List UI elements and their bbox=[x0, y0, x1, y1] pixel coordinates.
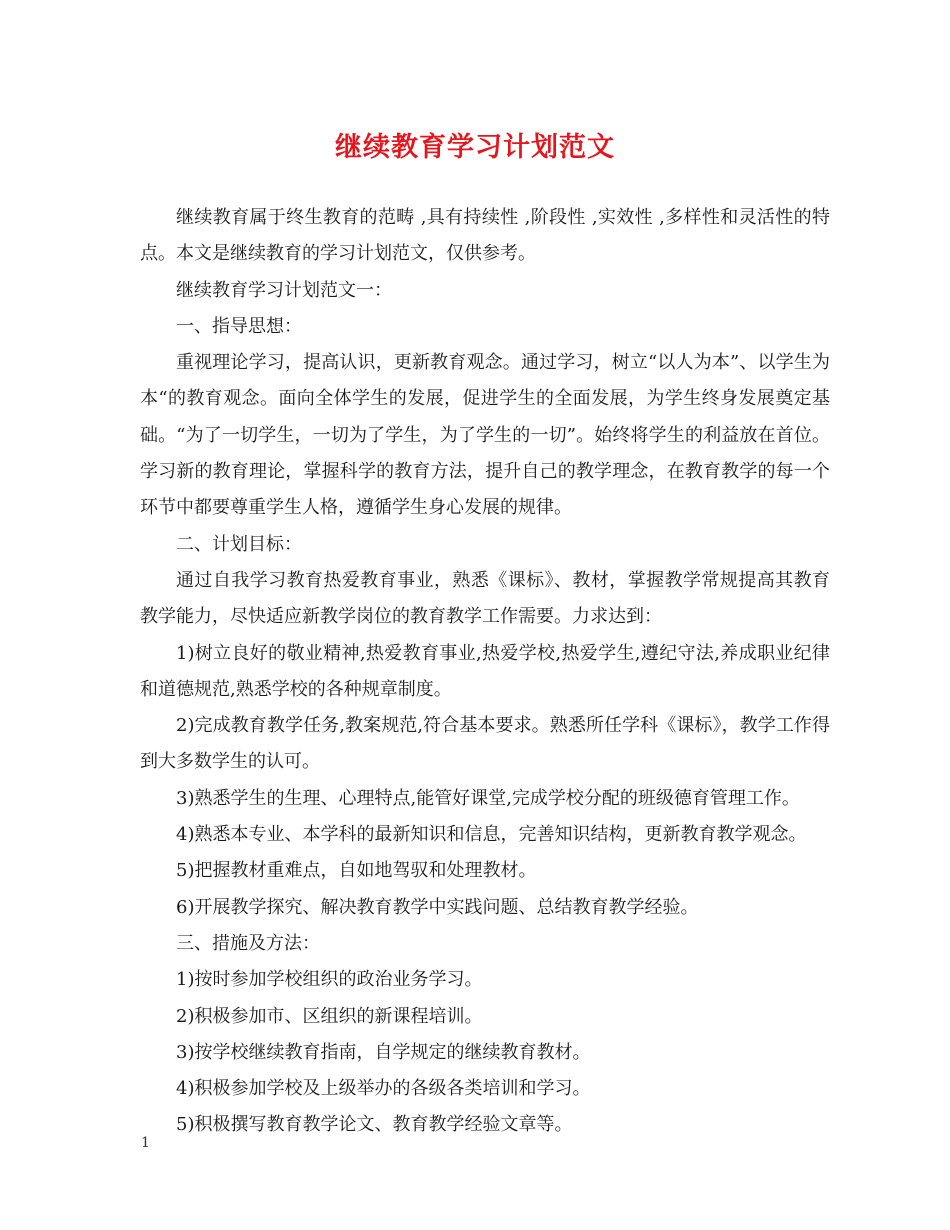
document-title: 继续教育学习计划范文 bbox=[335, 132, 615, 163]
plan-goals-paragraph: 通过自我学习教育热爱教育事业，熟悉《课标》、教材，掌握教学常规提高其教育教学能力，尽快适应新教学岗位的教育教学工作需要。力求达到： bbox=[140, 569, 830, 628]
guiding-ideas-paragraph: 重视理论学习，提高认识，更新教育观念。通过学习，树立“以人为本”、以学生为本“的教育观念。面向全体学生的发展，促进学生的全面发展，为学生终身发展奠定基础。“为了一切学生，一切为了学生，为了学生的一切”。始终将学生的利益放在首位。学习新的教育理论，掌握科学的教育方法，提升自己的教学理念，在教育教学的每一个环节中都要尊重学生人格，遵循学生身心发展的规律。 bbox=[140, 352, 830, 519]
section-heading-plan-goals: 二、计划目标： bbox=[176, 533, 302, 555]
measure-item-4: 4)积极参加学校及上级举办的各级各类培训和学习。 bbox=[176, 1078, 591, 1100]
intro-paragraph: 继续教育属于终生教育的范畴 ,具有持续性 ,阶段性 ,实效性 ,多样性和灵活性的特点。本文是继续教育的学习计划范文，仅供参考。 bbox=[140, 207, 830, 265]
measure-item-3: 3)按学校继续教育指南，自学规定的继续教育教材。 bbox=[176, 1041, 591, 1063]
goal-item-6: 6)开展教学探究、解决教育教学中实践问题、总结教育教学经验。 bbox=[176, 896, 699, 918]
goal-item-5: 5)把握教材重难点，自如地驾驭和处理教材。 bbox=[176, 860, 537, 882]
goal-item-2: 2)完成教育教学任务,教案规范,符合基本要求。熟悉所任学科《课标》，教学工作得到大多数学生的认可。 bbox=[140, 715, 830, 773]
goal-item-3: 3)熟悉学生的生理、心理特点,能管好课堂,完成学校分配的班级德育管理工作。 bbox=[176, 787, 800, 809]
section-heading-guiding-ideas: 一、指导思想： bbox=[176, 315, 302, 337]
measure-item-2: 2)积极参加市、区组织的新课程培训。 bbox=[176, 1005, 483, 1027]
document-body bbox=[140, 200, 830, 1144]
measure-item-1: 1)按时参加学校组织的政治业务学习。 bbox=[176, 969, 483, 991]
sample-heading: 继续教育学习计划范文一： bbox=[176, 279, 392, 301]
goal-item-1: 1)树立良好的敬业精神,热爱教育事业,热爱学校,热爱学生,遵纪守法,养成职业纪律和道德规范,熟悉学校的各种规章制度。 bbox=[140, 642, 830, 700]
goal-item-4: 4)熟悉本专业、本学科的最新知识和信息，完善知识结构，更新教育教学观念。 bbox=[176, 824, 807, 846]
measure-item-5: 5)积极撰写教育教学论文、教育教学经验文章等。 bbox=[176, 1114, 573, 1136]
page-number: 1 bbox=[141, 1135, 150, 1151]
section-heading-measures: 三、措施及方法： bbox=[176, 932, 320, 954]
